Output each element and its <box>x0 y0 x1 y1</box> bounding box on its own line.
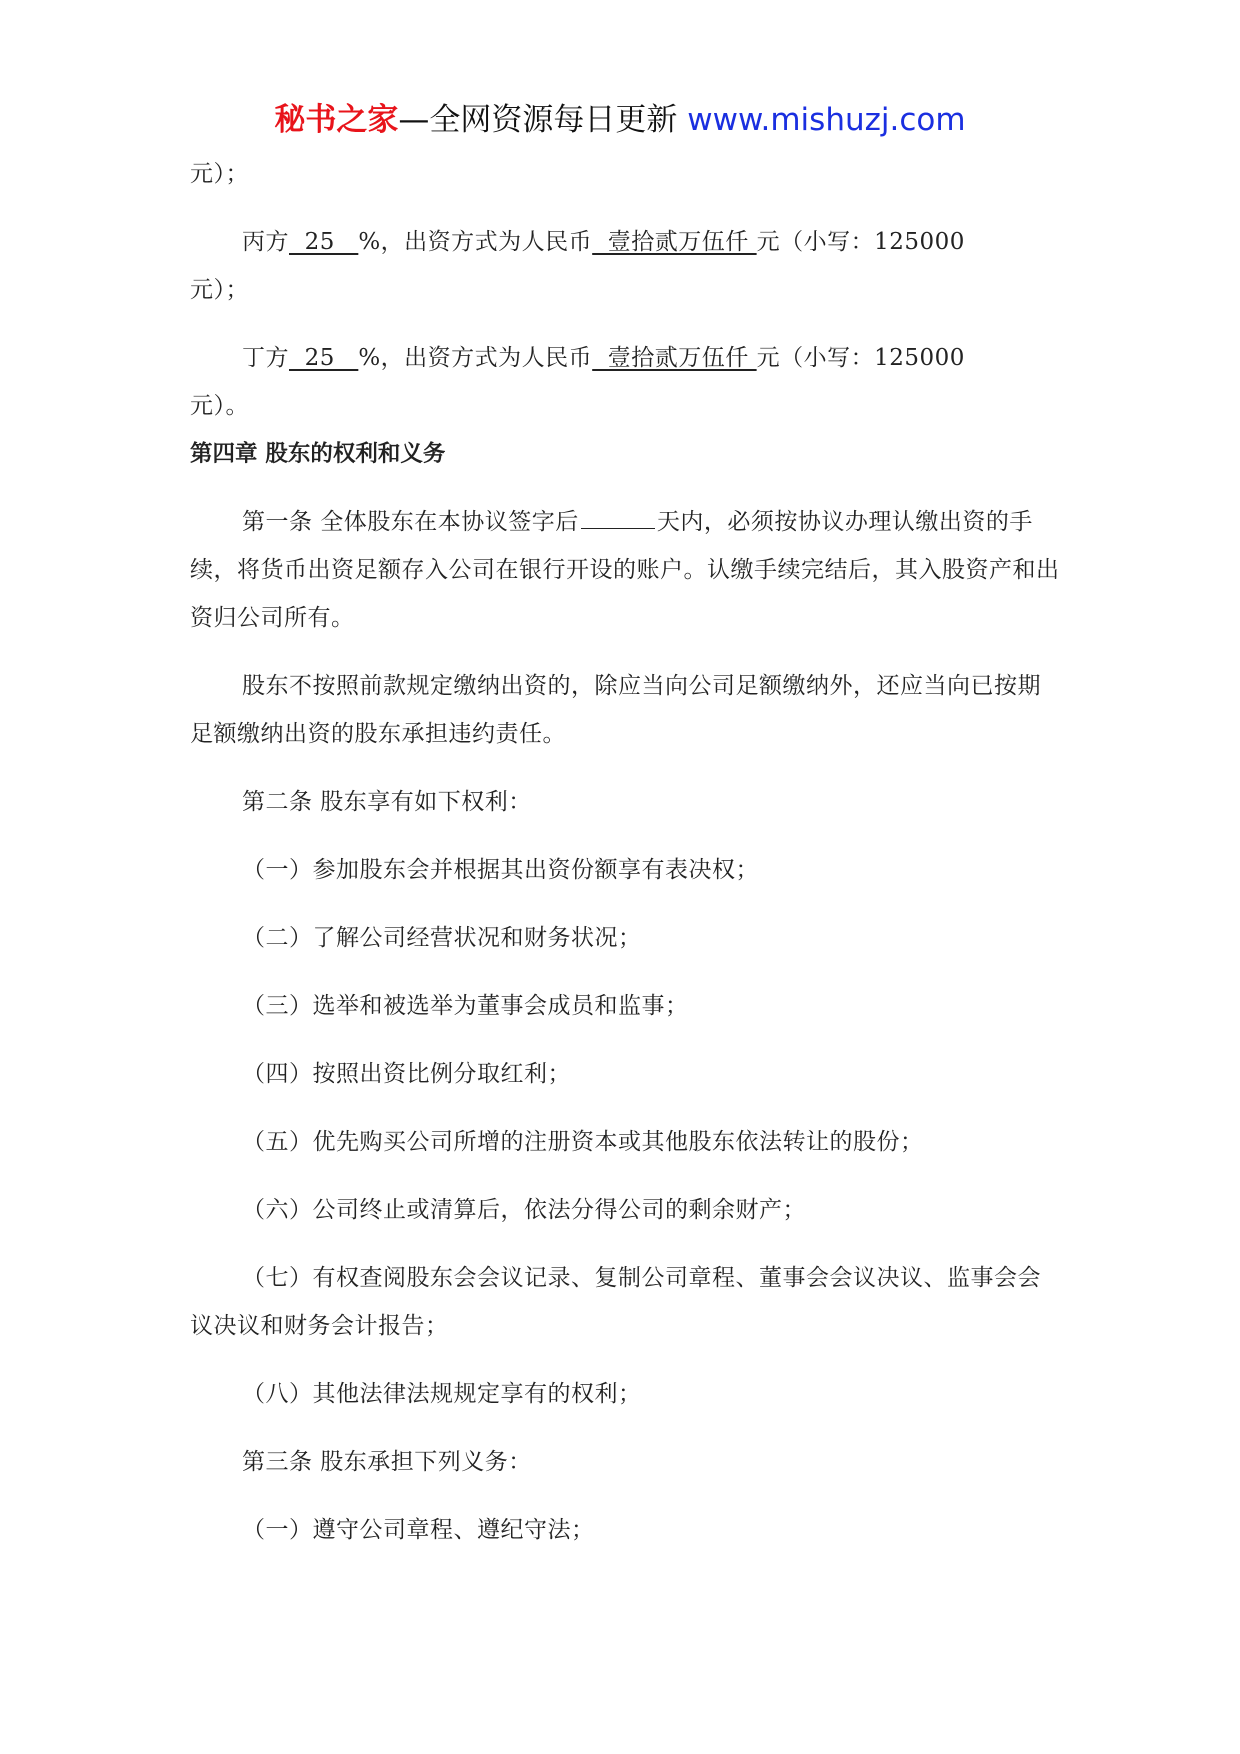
party-ding-label: 丁方 <box>242 345 289 371</box>
party-ding-percent: 25 <box>289 345 359 371</box>
party-bing-percent: 25 <box>289 229 359 255</box>
party-ding-text1: %，出资方式为人民币 <box>358 345 593 371</box>
chapter-heading: 第四章 股东的权利和义务 <box>190 441 446 467</box>
continued-line: 元）； <box>190 161 249 187</box>
party-bing-text1: %，出资方式为人民币 <box>358 229 593 255</box>
party-bing-text2: 元（小写：125000 <box>756 229 965 255</box>
party-bing-end: 元）； <box>190 277 249 303</box>
document-body <box>190 150 1060 1554</box>
article-2: 第二条 股东享有如下权利： <box>242 789 532 815</box>
banner-url[interactable]: www.mishuzj.com <box>687 102 966 138</box>
right-item: （四）按照出资比例分取红利； <box>242 1061 571 1087</box>
banner-slogan: —全网资源每日更新 <box>398 102 688 138</box>
right-item: （七）有权查阅股东会会议记录、复制公司章程、董事会会议决议、监事会会议决议和财务会计报告； <box>190 1265 1041 1339</box>
duty-item: （一）遵守公司章程、遵纪守法； <box>242 1517 595 1543</box>
right-item: （三）选举和被选举为董事会成员和监事； <box>242 993 689 1019</box>
right-item: （一）参加股东会并根据其出资份额享有表决权； <box>242 857 759 883</box>
party-bing-amount: 壹拾贰万伍仟 <box>592 229 757 255</box>
article-1-rest: 天内，必须按协议办理认缴出资的手续，将货币出资足额存入公司在银行开设的账户。认缴手续完结后，其入股资产和出资归公司所有。 <box>190 509 1060 631</box>
right-item: （八）其他法律法规规定享有的权利； <box>242 1381 642 1407</box>
party-bing-label: 丙方 <box>242 229 289 255</box>
article-1-start: 第一条 全体股东在本协议签字后 <box>242 509 579 535</box>
party-ding-text2: 元（小写：125000 <box>756 345 965 371</box>
right-item: （五）优先购买公司所增的注册资本或其他股东依法转让的股份； <box>242 1129 924 1155</box>
party-ding-end: 元）。 <box>190 393 249 419</box>
party-ding-paragraph <box>190 334 1060 430</box>
right-item: （二）了解公司经营状况和财务状况； <box>242 925 642 951</box>
right-item: （六）公司终止或清算后，依法分得公司的剩余财产； <box>242 1197 806 1223</box>
banner-brand: 秘书之家 <box>274 102 399 138</box>
breach-paragraph: 股东不按照前款规定缴纳出资的，除应当向公司足额缴纳外，还应当向已按期足额缴纳出资的股东承担违约责任。 <box>190 673 1041 747</box>
site-banner <box>0 100 1240 140</box>
days-blank <box>581 508 655 529</box>
article-3: 第三条 股东承担下列义务： <box>242 1449 532 1475</box>
party-ding-amount: 壹拾贰万伍仟 <box>592 345 757 371</box>
party-bing-paragraph <box>190 218 1060 314</box>
article-1 <box>190 498 1060 642</box>
